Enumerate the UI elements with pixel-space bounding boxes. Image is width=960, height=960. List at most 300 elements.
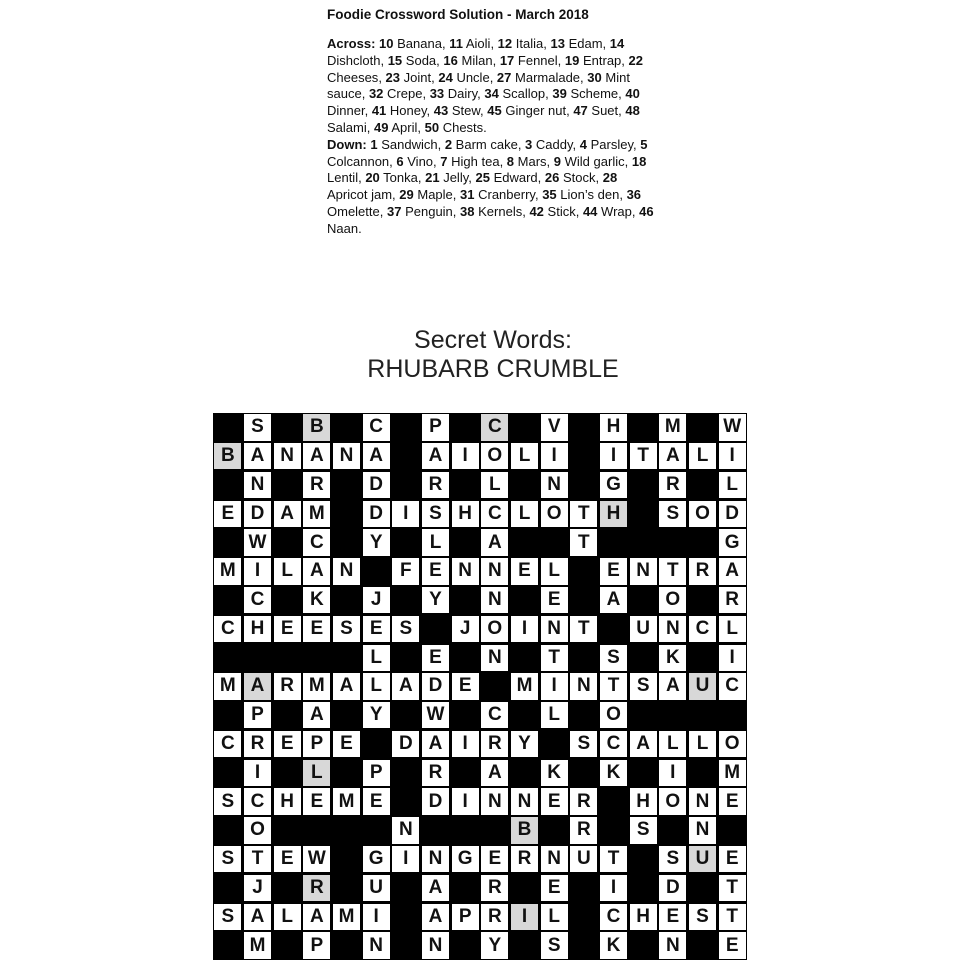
grid-cell: C [481,414,508,440]
clue-answer: Sandwich [381,136,438,152]
grid-cell: I [363,904,390,930]
grid-cell: U [630,616,657,642]
grid-cell: M [719,760,746,786]
grid-cell: C [214,731,241,757]
clue-number: 5 [640,136,648,152]
grid-cell: S [214,788,241,814]
grid-cell: J [452,616,479,642]
grid-cell: T [570,529,597,555]
clue-number: 21 [425,170,440,186]
clue-number: 11 [449,36,463,51]
grid-cell: A [422,443,449,469]
grid-cell: K [600,760,627,786]
clue-number: 23 [385,69,401,85]
clue-answer: Stick [547,203,576,219]
grid-cell: S [214,904,241,930]
grid-cell: R [511,846,538,872]
grid-cell: R [303,875,330,901]
clue-answer: Banana [397,36,442,51]
grid-cell: D [244,501,271,527]
crossword-grid [213,413,747,960]
grid-cell: I [244,558,271,584]
clue-number: 20 [365,170,380,186]
grid-cell: W [719,414,746,440]
clue-answer: Vino [407,153,434,169]
clue-answer: Wrap [601,203,632,219]
clue-number: 22 [628,52,643,68]
across-list: 10 Banana, 11 Aioli, 12 Italia, 13 Edam, 14 Dishcloth, 15 Soda, 16 Milan, 17 Fennel, 19 Entrap, 22 Cheeses, 23 Joint, 24 Uncle, 27 Marmalade, 30 Mint sauce, 32 Crepe, 33 Dairy, 34 Scallop, 39 Scheme, 40 Dinner, 41 Honey, 43 Stew, 45 Ginger nut, 47 Suet, 48 Salami, 49 April, 50 Chests. [327,36,643,135]
grid-cell: Y [481,932,508,958]
grid-cell: N [481,788,508,814]
grid-cell: K [600,932,627,958]
clue-number: 41 [371,103,387,119]
grid-cell: A [659,673,686,699]
grid-cell: E [481,846,508,872]
grid-cell: T [600,673,627,699]
clue-number: 19 [564,52,580,68]
clue-answer: Cheeses [327,69,379,85]
grid-cell: R [422,472,449,498]
clue-answer: Kernels [478,203,523,219]
grid-cell: N [570,673,597,699]
clue-number: 14 [609,36,625,51]
solution-title: Foodie Crossword Solution - March 2018 [327,7,589,22]
grid-cell: E [274,846,301,872]
grid-cell: O [481,443,508,469]
grid-cell: D [422,673,449,699]
grid-cell: N [659,932,686,958]
grid-cell: A [303,904,330,930]
clue-answer: Omelette [327,203,380,219]
grid-cell: L [363,673,390,699]
clue-answer: Edam [568,36,603,51]
grid-cell: U [570,846,597,872]
grid-cell: E [600,558,627,584]
grid-cell: E [541,875,568,901]
grid-cell: H [274,788,301,814]
grid-cell: U [689,846,716,872]
clue-number: 42 [529,203,544,219]
grid-cell: D [422,788,449,814]
clue-answer: Apricot jam [327,187,393,203]
grid-cell: E [422,645,449,671]
grid-cell: R [570,788,597,814]
grid-cell: R [570,817,597,843]
grid-cell: O [689,501,716,527]
grid-cell: U [363,875,390,901]
grid-cell: E [719,788,746,814]
grid-cell: H [630,904,657,930]
clue-answer: Caddy [535,136,573,152]
grid-cell: R [719,587,746,613]
grid-cell: W [244,529,271,555]
grid-cell: I [600,443,627,469]
clue-number: 31 [460,187,475,203]
grid-cell: C [481,702,508,728]
grid-cell: E [274,731,301,757]
clue-answer: High tea [451,153,500,169]
grid-cell: N [274,443,301,469]
grid-cell: L [363,645,390,671]
clue-answer: Italia [515,36,544,51]
grid-cell: A [303,443,330,469]
clue-answer: Penguin [405,203,453,219]
grid-cell: R [659,472,686,498]
clues-panel [327,6,657,238]
clue-answer: Fennel [517,52,558,68]
clue-answer: Entrap [582,52,622,68]
grid-cell: N [689,788,716,814]
grid-cell: T [570,501,597,527]
grid-cell: I [392,501,419,527]
grid-cell: E [303,616,330,642]
grid-cell: G [452,846,479,872]
grid-cell: B [303,414,330,440]
clue-number: 15 [387,52,403,68]
clue-number: 3 [525,136,533,152]
clue-answer: Colcannon [327,153,390,169]
grid-cell: E [214,501,241,527]
clue-number: 46 [639,203,654,219]
grid-cell: S [214,846,241,872]
grid-cell: O [481,616,508,642]
grid-cell: M [659,414,686,440]
grid-cell: N [481,645,508,671]
grid-cell: S [333,616,360,642]
grid-cell: R [481,904,508,930]
grid-cell: C [481,501,508,527]
grid-cell: E [452,673,479,699]
clue-answer: Lentil [327,170,359,186]
grid-cell: O [600,702,627,728]
grid-cell: E [363,788,390,814]
clue-number: 45 [487,103,502,119]
grid-cell: S [630,817,657,843]
grid-cell: K [303,587,330,613]
grid-cell: T [719,904,746,930]
clue-number: 28 [602,170,618,186]
grid-cell: R [274,673,301,699]
grid-cell: L [511,443,538,469]
grid-cell: C [214,616,241,642]
grid-cell: E [541,587,568,613]
grid-cell: S [659,846,686,872]
grid-cell: K [541,760,568,786]
clue-answer: Naan [327,220,359,236]
grid-cell: B [214,443,241,469]
grid-cell: C [600,904,627,930]
grid-cell: A [274,501,301,527]
clue-number: 2 [444,136,453,152]
grid-cell: S [422,501,449,527]
grid-cell: A [422,731,449,757]
clue-answer: Marmalade [515,69,581,85]
grid-cell: E [511,558,538,584]
clue-answer: Salami [327,119,367,135]
grid-cell: R [481,875,508,901]
grid-cell: N [541,472,568,498]
clue-number: 34 [484,86,499,102]
grid-cell: C [244,587,271,613]
grid-cell: R [422,760,449,786]
grid-cell: M [333,788,360,814]
grid-cell: N [630,558,657,584]
grid-cell: C [719,673,746,699]
grid-cell: E [274,616,301,642]
grid-cell: H [600,501,627,527]
grid-cell: V [541,414,568,440]
grid-cell: C [600,731,627,757]
grid-cell: T [541,645,568,671]
grid-cell: A [392,673,419,699]
grid-cell: A [363,443,390,469]
grid-cell: J [363,587,390,613]
clue-answer: Uncle [456,69,490,85]
grid-cell: L [511,501,538,527]
grid-cell: N [333,443,360,469]
clue-number: 25 [475,170,490,186]
grid-cell: N [452,558,479,584]
grid-cell: A [244,443,271,469]
clue-number: 9 [553,153,562,169]
grid-cell: G [363,846,390,872]
grid-cell: E [719,846,746,872]
grid-cell: I [719,443,746,469]
clue-answer: April [391,119,418,135]
clue-number: 49 [373,119,389,135]
grid-cell: N [422,932,449,958]
grid-cell: O [719,731,746,757]
grid-cell: P [303,731,330,757]
grid-cell: I [392,846,419,872]
grid-cell: L [303,760,330,786]
clue-number: 17 [499,52,515,68]
grid-cell: C [363,414,390,440]
clue-answer: Stock [562,170,596,186]
clue-number: 18 [631,153,647,169]
grid-cell: L [719,616,746,642]
grid-cell: T [659,558,686,584]
grid-cell: B [511,817,538,843]
clue-number: 44 [582,203,598,219]
grid-cell: S [244,414,271,440]
grid-cell: P [244,702,271,728]
grid-cell: A [244,673,271,699]
grid-cell: N [422,846,449,872]
grid-cell: N [659,616,686,642]
grid-cell: A [719,558,746,584]
grid-cell: P [422,414,449,440]
clue-answer: Aioli [465,36,491,51]
grid-cell: S [659,501,686,527]
grid-cell: A [600,587,627,613]
clue-answer: Maple [417,187,453,203]
grid-cell: E [422,558,449,584]
grid-cell: I [541,673,568,699]
clue-number: 35 [542,187,557,203]
clue-number: 50 [424,119,440,135]
grid-cell: A [630,731,657,757]
grid-cell: L [274,904,301,930]
clue-number: 36 [626,187,642,203]
grid-cell: O [659,788,686,814]
grid-cell: T [600,846,627,872]
clue-number: 13 [550,36,565,51]
grid-cell: R [689,558,716,584]
grid-cell: O [244,817,271,843]
grid-cell: M [333,904,360,930]
grid-cell: W [422,702,449,728]
grid-cell: A [333,673,360,699]
grid-cell: L [541,558,568,584]
clue-number: 30 [587,69,602,85]
grid-cell: H [452,501,479,527]
grid-cell: W [303,846,330,872]
grid-cell: A [303,558,330,584]
grid-cell: H [244,616,271,642]
clue-answer: Crepe [387,86,423,102]
clue-number: 12 [497,36,513,51]
grid-cell: L [689,443,716,469]
grid-cell: S [392,616,419,642]
grid-cell: E [333,731,360,757]
grid-cell: S [570,731,597,757]
grid-cell: E [303,788,330,814]
grid-cell: I [719,645,746,671]
grid-cell: C [244,788,271,814]
clue-answer: Milan [461,52,493,68]
clue-answer: Cranberry [478,187,535,203]
grid-cell: S [541,932,568,958]
grid-cell: C [689,616,716,642]
grid-cell: D [719,501,746,527]
clue-answer: Parsley [590,136,634,152]
grid-cell: N [244,472,271,498]
grid-cell: P [303,932,330,958]
grid-cell: I [541,443,568,469]
grid-cell: Y [363,702,390,728]
grid-cell: L [659,731,686,757]
grid-cell: L [541,702,568,728]
grid-cell: I [600,875,627,901]
clue-answer: Stew [451,103,481,119]
clue-number: 24 [438,69,453,85]
clue-answer: Scallop [502,86,546,102]
grid-cell: N [511,788,538,814]
secret-label: Secret Words: [414,326,572,354]
clue-answer: Tonka [383,170,418,186]
grid-cell: N [689,817,716,843]
grid-cell: A [422,875,449,901]
grid-cell: L [689,731,716,757]
clue-answer: Barm cake [455,136,518,152]
grid-cell: P [452,904,479,930]
clue-answer: Chests [442,119,484,135]
grid-cell: N [363,932,390,958]
clue-number: 47 [573,103,588,119]
grid-cell: N [541,846,568,872]
grid-cell: A [422,904,449,930]
clue-number: 7 [440,153,448,169]
grid-cell: E [363,616,390,642]
grid-cell: K [659,645,686,671]
grid-cell: M [303,501,330,527]
grid-cell: O [541,501,568,527]
grid-cell: I [659,760,686,786]
grid-cell: N [481,558,508,584]
grid-cell: I [511,616,538,642]
grid-cell: I [452,443,479,469]
grid-cell: G [600,472,627,498]
grid-cell: M [511,673,538,699]
grid-cell: N [481,587,508,613]
clue-answer: Mint sauce [327,69,630,102]
clue-answer: Soda [405,52,437,68]
grid-cell: S [600,645,627,671]
grid-cell: C [303,529,330,555]
grid-cell: E [659,904,686,930]
grid-cell: A [303,702,330,728]
grid-cell: M [214,558,241,584]
clue-number: 16 [443,52,458,68]
grid-cell: F [392,558,419,584]
across-clues [327,36,657,137]
clue-answer: Honey [389,103,427,119]
grid-cell: A [481,760,508,786]
grid-cell: Y [511,731,538,757]
clue-answer: Suet [591,103,619,119]
grid-cell: S [630,673,657,699]
clue-answer: Dinner [327,103,365,119]
grid-cell: Y [363,529,390,555]
clue-answer: Mars [517,153,547,169]
secret-words: RHUBARB CRUMBLE [367,355,619,383]
clue-answer: Ginger nut [505,103,567,119]
clue-number: 37 [386,203,402,219]
clue-number: 38 [460,203,475,219]
clue-number: 40 [625,86,640,102]
grid-cell: M [303,673,330,699]
grid-cell: D [363,472,390,498]
grid-cell: O [659,587,686,613]
clue-number: 39 [552,86,567,102]
grid-cell: G [719,529,746,555]
clue-number: 33 [429,86,445,102]
grid-cell: M [214,673,241,699]
grid-cell: T [630,443,657,469]
grid-cell: A [244,904,271,930]
grid-cell: D [392,731,419,757]
grid-cell: H [600,414,627,440]
grid-cell: U [689,673,716,699]
grid-cell: N [333,558,360,584]
grid-cell: L [719,472,746,498]
grid-cell: D [659,875,686,901]
grid-cell: L [481,472,508,498]
down-heading: Down: [327,136,367,152]
grid-cell: S [689,904,716,930]
grid-cell: N [392,817,419,843]
clue-number: 32 [368,86,384,102]
clue-number: 43 [433,103,449,119]
clue-answer: Wild garlic [564,153,625,169]
grid-cell: Y [422,587,449,613]
grid-cell: D [363,501,390,527]
grid-cell: H [630,788,657,814]
grid-cell: N [541,616,568,642]
grid-cell: M [244,932,271,958]
clue-number: 10 [379,36,394,51]
